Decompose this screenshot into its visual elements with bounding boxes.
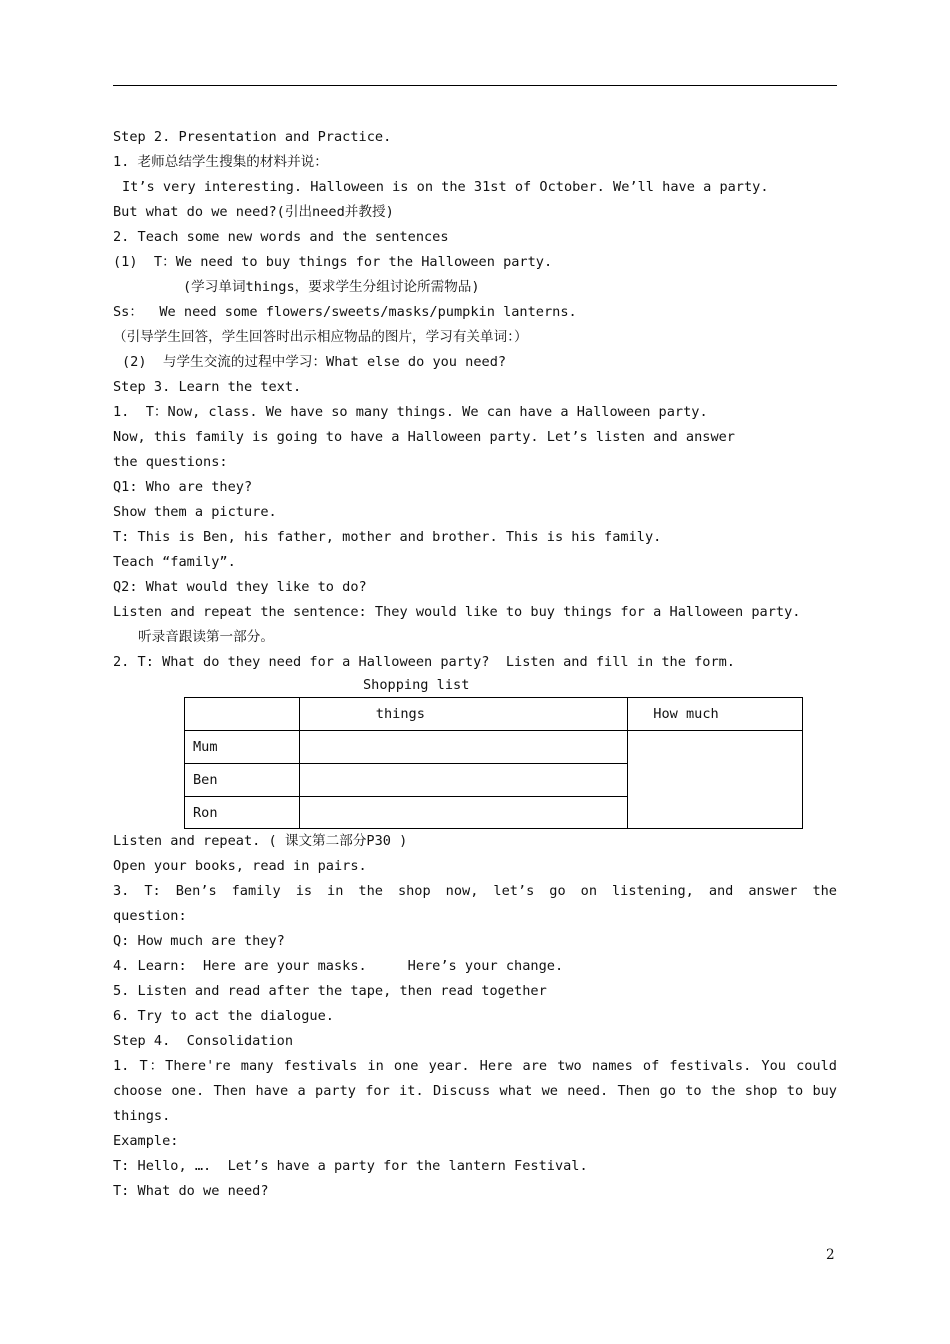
text-line: things. (113, 1108, 171, 1124)
page-number: 2 (826, 1247, 835, 1263)
table-caption: Shopping list (363, 677, 470, 693)
text-line: Step 3. Learn the text. (113, 379, 302, 395)
text-line: T: Hello, …. Let’s have a party for the lantern Festival. (113, 1158, 588, 1174)
text-line: choose one. Then have a party for it. Discuss what we need. Then go to the shop to buy (113, 1083, 837, 1099)
text-line: 1. T：Now, class. We have so many things. We can have a Halloween party. (113, 404, 708, 420)
text-line: 2. Teach some new words and the sentences (113, 229, 449, 245)
text-line: Open your books, read in pairs. (113, 858, 367, 874)
table-header-cell: things (299, 698, 627, 731)
text-line: Show them a picture. (113, 504, 277, 520)
text-line: 听录音跟读第一部分。 (138, 629, 274, 645)
text-line: the questions: (113, 454, 228, 470)
shopping-list-table (184, 697, 803, 829)
table-header-cell: How much (628, 698, 803, 731)
table-row (185, 731, 803, 764)
text-line: T: This is Ben, his father, mother and brother. This is his family. (113, 529, 662, 545)
text-line: 5. Listen and read after the tape, then read together (113, 983, 547, 999)
text-line: (2) 与学生交流的过程中学习：What else do you need? (122, 354, 507, 370)
text-line: (学习单词things，要求学生分组讨论所需物品) (183, 279, 480, 295)
table-row-label: Mum (185, 731, 300, 764)
text-line: Q2: What would they like to do? (113, 579, 367, 595)
text-line: 1. 老师总结学生搜集的材料并说： (113, 154, 328, 170)
text-line: It’s very interesting. Halloween is on the 31st of October. We’ll have a party. (122, 179, 769, 195)
text-line: T: What do we need? (113, 1183, 269, 1199)
text-line: Example: (113, 1133, 179, 1149)
text-line: 4. Learn: Here are your masks. Here’s your change. (113, 958, 564, 974)
text-line: Step 4. Consolidation (113, 1033, 294, 1049)
text-line: Listen and repeat. ( 课文第二部分P30 ) (113, 833, 408, 849)
table-cell (299, 797, 627, 829)
text-line: （引导学生回答，学生回答时出示相应物品的图片，学习有关单词：） (113, 329, 528, 345)
table-header-cell (185, 698, 300, 731)
text-line: Q: How much are they? (113, 933, 285, 949)
text-line: Step 2. Presentation and Practice. (113, 129, 392, 145)
text-line: Ss： We need some flowers/sweets/masks/pumpkin lanterns. (113, 304, 577, 320)
table-row-label: Ron (185, 797, 300, 829)
table-cell-how-much (628, 731, 803, 829)
text-line: question: (113, 908, 187, 924)
table-header-row (185, 698, 803, 731)
text-line: But what do we need?(引出need并教授) (113, 204, 394, 220)
text-line: 2. T: What do they need for a Halloween party? Listen and fill in the form. (113, 654, 735, 670)
text-line: 6. Try to act the dialogue. (113, 1008, 334, 1024)
text-line: Teach “family”. (113, 554, 236, 570)
table-cell (299, 731, 627, 764)
header-rule (113, 85, 837, 86)
text-line: (1) T：We need to buy things for the Halloween party. (113, 254, 553, 270)
text-line: Q1: Who are they? (113, 479, 253, 495)
text-line: 3. T: Ben’s family is in the shop now, let’s go on listening, and answer the (113, 883, 837, 899)
table-cell (299, 764, 627, 797)
table-row-label: Ben (185, 764, 300, 797)
text-line: 1. T：There're many festivals in one year. Here are two names of festivals. You could (113, 1058, 837, 1074)
text-line: Now, this family is going to have a Halloween party. Let’s listen and answer (113, 429, 735, 445)
text-line: Listen and repeat the sentence: They would like to buy things for a Halloween party. (113, 604, 801, 620)
